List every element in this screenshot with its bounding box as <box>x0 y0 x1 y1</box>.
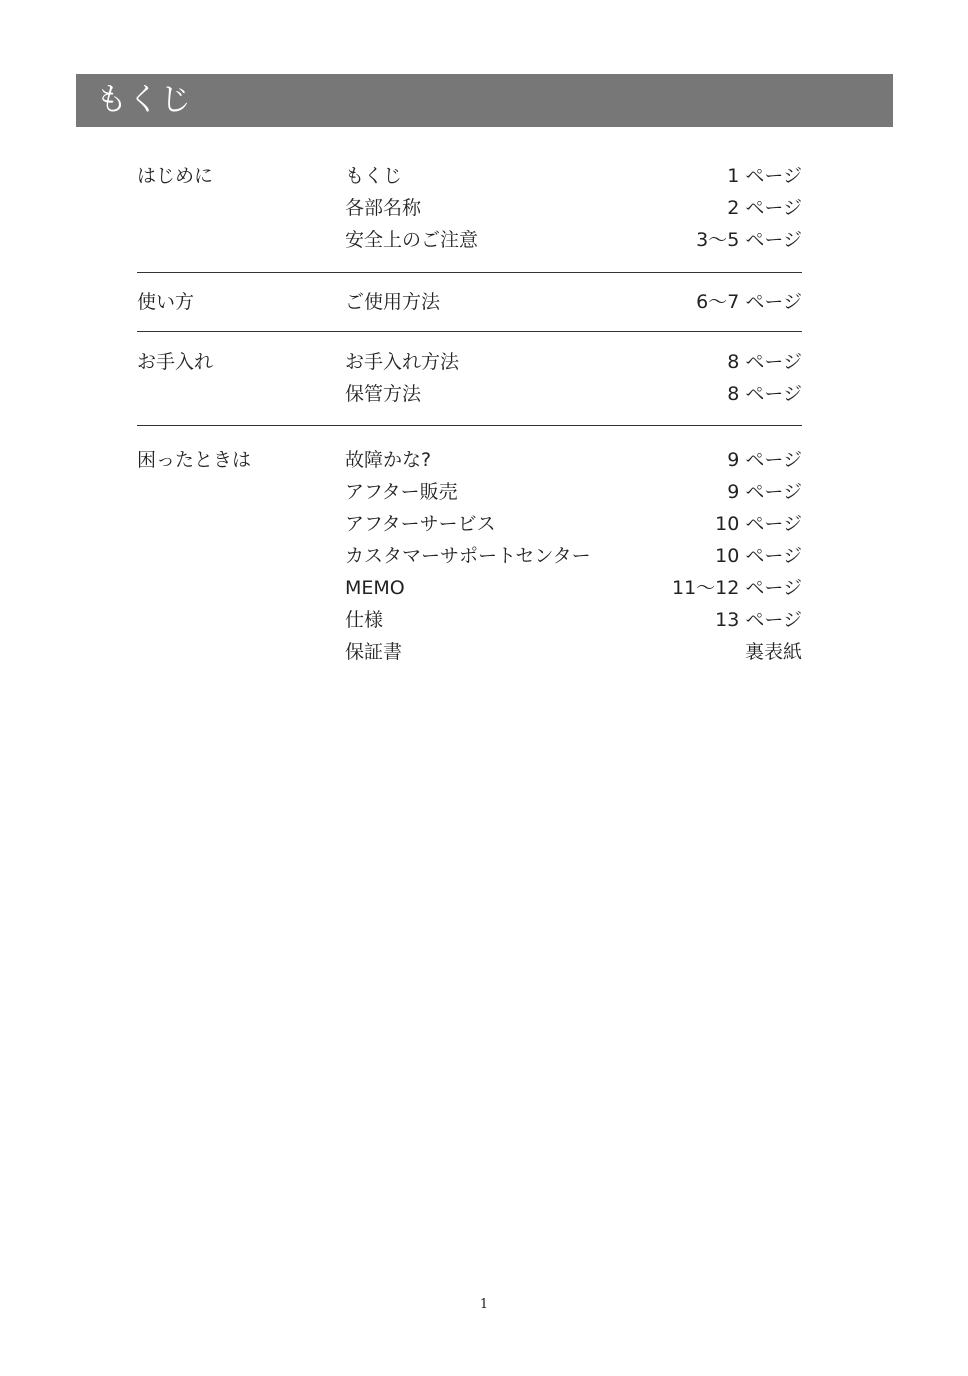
toc-entry[interactable] <box>345 224 802 256</box>
toc-entry[interactable] <box>345 286 802 318</box>
toc-entry[interactable] <box>345 604 802 636</box>
entry-page: 10 ページ <box>715 545 802 567</box>
entry-label: 保証書 <box>345 641 403 663</box>
toc-section-introduction <box>137 160 802 273</box>
toc-section-troubleshooting <box>137 426 802 668</box>
entry-page: 10 ページ <box>715 513 802 535</box>
section-title: 困ったときは <box>137 449 252 471</box>
entry-page: 2 ページ <box>727 197 802 219</box>
section-entries <box>345 346 802 410</box>
page-number: 1 <box>479 1297 489 1312</box>
section-entries <box>345 160 802 256</box>
section-title: お手入れ <box>137 351 214 373</box>
entry-page: 13 ページ <box>715 609 802 631</box>
section-title: はじめに <box>137 165 214 187</box>
entry-label: アフター販売 <box>345 481 458 503</box>
toc-entry[interactable] <box>345 636 802 668</box>
toc-section-maintenance <box>137 332 802 426</box>
entry-label: お手入れ方法 <box>345 351 460 373</box>
entry-label: ご使用方法 <box>345 291 441 313</box>
toc-entry[interactable] <box>345 192 802 224</box>
section-entries <box>345 286 802 318</box>
entry-page: 9 ページ <box>727 481 802 503</box>
entry-label: もくじ <box>345 165 403 187</box>
table-of-contents <box>137 160 802 668</box>
toc-entry[interactable] <box>345 508 802 540</box>
entry-page: 6〜7 ページ <box>696 291 802 313</box>
entry-label: 各部名称 <box>345 197 422 219</box>
entry-label: アフターサービス <box>345 513 496 535</box>
toc-section-usage <box>137 273 802 332</box>
toc-entry[interactable] <box>345 476 802 508</box>
page-title: もくじ <box>76 74 893 127</box>
entry-page: 1 ページ <box>727 165 802 187</box>
entry-page: 8 ページ <box>727 351 802 373</box>
toc-entry[interactable] <box>345 346 802 378</box>
entry-label: 安全上のご注意 <box>345 229 479 251</box>
toc-entry[interactable] <box>345 572 802 604</box>
section-entries <box>345 444 802 668</box>
entry-label: 仕様 <box>345 609 384 631</box>
toc-entry[interactable] <box>345 160 802 192</box>
entry-label: MEMO <box>345 577 405 599</box>
entry-page: 8 ページ <box>727 383 802 405</box>
entry-label: 保管方法 <box>345 383 422 405</box>
entry-label: カスタマーサポートセンター <box>345 545 591 567</box>
entry-page: 11〜12 ページ <box>671 577 802 599</box>
section-title: 使い方 <box>137 291 195 313</box>
entry-page: 3〜5 ページ <box>696 229 802 251</box>
entry-page: 9 ページ <box>727 449 802 471</box>
toc-entry[interactable] <box>345 444 802 476</box>
toc-entry[interactable] <box>345 540 802 572</box>
toc-entry[interactable] <box>345 378 802 410</box>
entry-page: 裏表紙 <box>744 641 802 663</box>
entry-label: 故障かな? <box>345 449 432 471</box>
